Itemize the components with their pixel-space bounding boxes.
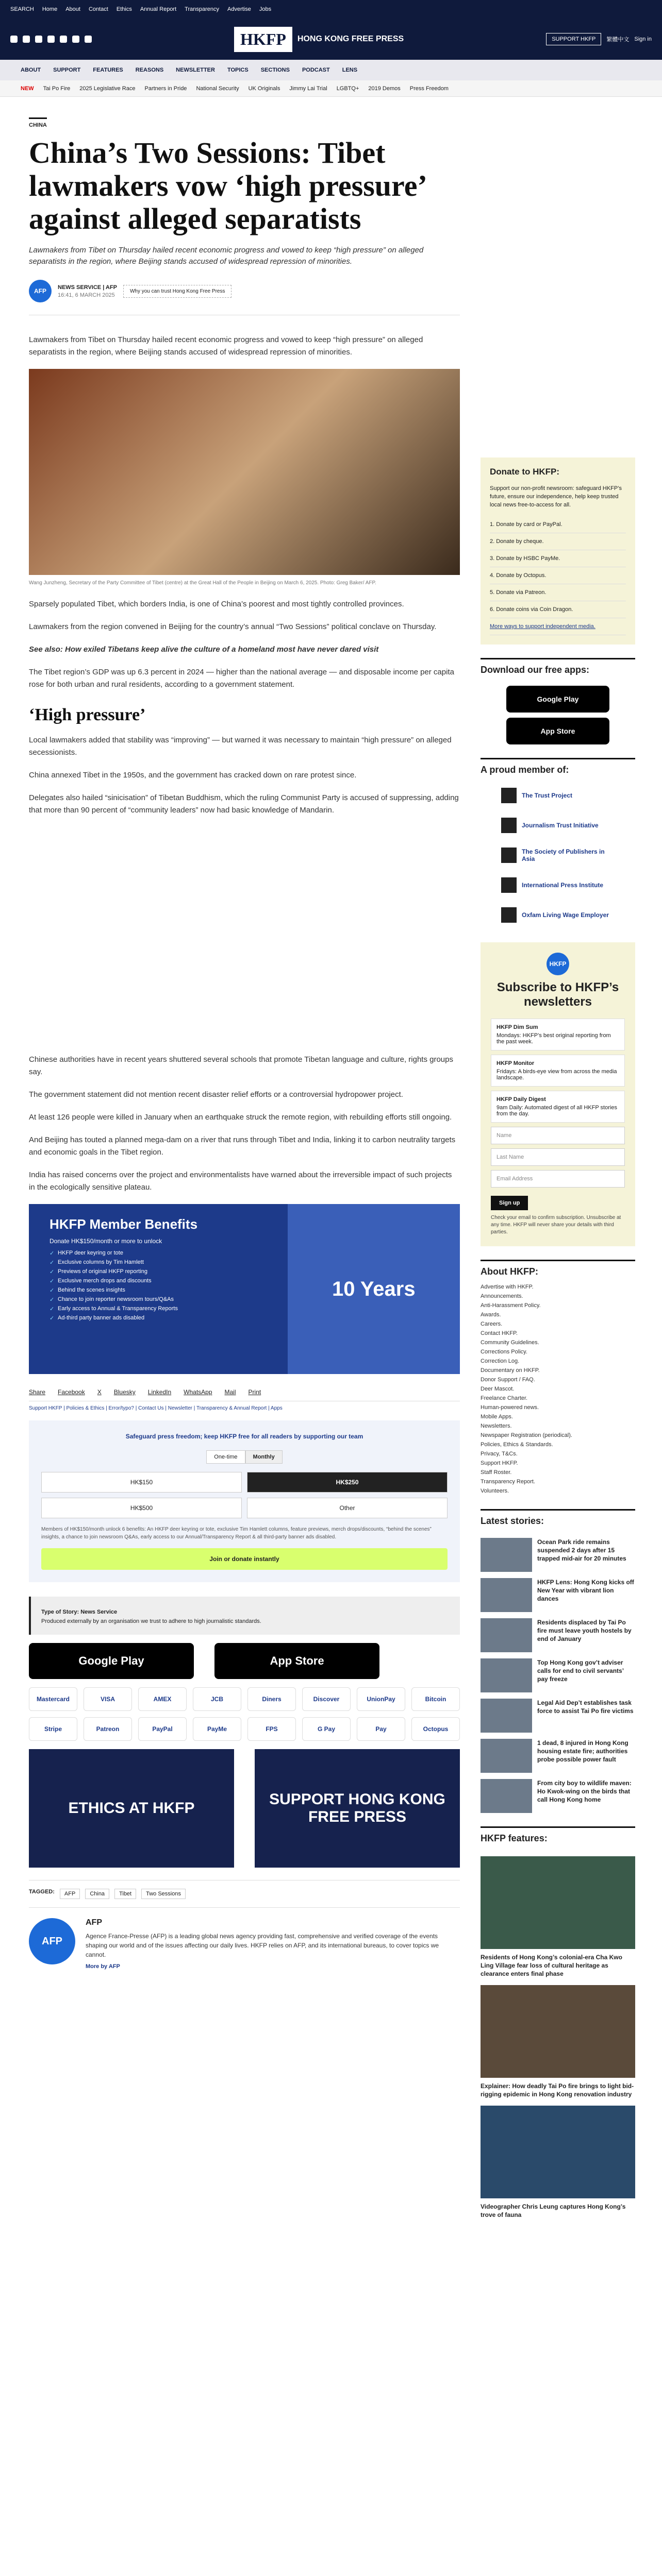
tag[interactable]: AFP xyxy=(60,1889,80,1899)
benefit-item: ✓ Behind the scenes insights xyxy=(49,1287,267,1293)
threads-icon[interactable] xyxy=(47,36,55,43)
trending-link[interactable]: LGBTQ+ xyxy=(336,85,359,92)
nav-lens[interactable]: LENS xyxy=(342,67,358,73)
payment-logo[interactable]: Discover xyxy=(302,1687,351,1711)
author-avatar[interactable]: AFP xyxy=(29,280,52,302)
latest-story[interactable] xyxy=(481,1699,635,1733)
donate-option[interactable]: 6. Donate coins via Coin Dragon. xyxy=(490,601,626,618)
paragraph: Delegates also hailed “sinicisation” of Tibetan Buddhism, which the ruling Communist Party is accused of suppressing, adding that more than 90 percent of “community leaders” now had basic knowledge of Mandarin. xyxy=(29,793,459,815)
member-org[interactable] xyxy=(481,900,635,930)
story-title: Legal Aid Dep’t establishes task force to assist Tai Po fire victims xyxy=(537,1699,634,1715)
org-logo-icon xyxy=(501,877,517,893)
name-field[interactable]: Name xyxy=(491,1127,625,1144)
nav-support[interactable]: SUPPORT xyxy=(53,67,81,73)
org-name: The Society of Publishers in Asia xyxy=(522,848,605,862)
org-logo-icon xyxy=(501,788,517,803)
donate-option[interactable]: 5. Donate via Patreon. xyxy=(490,584,626,601)
donation-title: Safeguard press freedom; keep HKFP free for all readers by supporting our team xyxy=(125,1433,363,1440)
paragraph: Sparsely populated Tibet, which borders India, is one of China’s poorest and most tightly controlled provinces. xyxy=(29,600,404,608)
paragraph: Lawmakers from Tibet on Thursday hailed recent economic progress and vowed to keep “high pressure” on alleged separatists in the region, where Beijing stands accused of widespread repression of minorities. xyxy=(29,335,423,357)
sign-up-button[interactable]: Sign up xyxy=(491,1196,528,1210)
google-play-badge[interactable]: Google Play xyxy=(29,1643,194,1679)
tab-one-time[interactable]: One-time xyxy=(206,1450,245,1464)
home-link[interactable]: Home xyxy=(42,6,58,12)
nav-about[interactable]: ABOUT xyxy=(21,67,41,73)
about-link[interactable]: Announcements. xyxy=(481,1293,523,1299)
donate-button[interactable]: Join or donate instantly xyxy=(41,1548,448,1570)
share-print[interactable]: Print xyxy=(248,1388,261,1396)
newsletter-name: HKFP Dim Sum xyxy=(496,1024,538,1030)
share-linkedin[interactable]: LinkedIn xyxy=(147,1388,172,1396)
feature-story[interactable] xyxy=(481,2106,635,2219)
tags-label: TAGGED: xyxy=(29,1889,55,1895)
donate-box-title: Donate to HKFP: xyxy=(490,467,560,477)
social-icons xyxy=(10,36,92,43)
share-bluesky[interactable]: Bluesky xyxy=(113,1388,136,1396)
member-heading: A proud member of: xyxy=(481,758,635,781)
deer-mascot-badge: 10 Years xyxy=(288,1204,460,1374)
share-whatsapp[interactable]: WhatsApp xyxy=(184,1388,212,1396)
latest-story[interactable] xyxy=(481,1658,635,1692)
payment-logo[interactable]: G Pay xyxy=(302,1717,351,1741)
feature-title: Videographer Chris Leung captures Hong Kong’s trove of fauna xyxy=(481,2203,626,2218)
about-link[interactable]: Donor Support / FAQ. xyxy=(481,1377,535,1383)
newsletter-signup xyxy=(481,942,635,1246)
donate-box xyxy=(481,457,635,645)
nav-topics[interactable]: TOPICS xyxy=(227,67,249,73)
benefit-item: ✓ Previews of original HKFP reporting xyxy=(49,1268,267,1275)
article-photo xyxy=(29,369,460,575)
article-title: China’s Two Sessions: Tibet lawmakers vow ‘high pressure’ against alleged separatists xyxy=(29,136,425,235)
payment-logo[interactable]: Octopus xyxy=(411,1717,460,1741)
about-link[interactable]: Newsletters. xyxy=(481,1423,512,1429)
share-label: Share xyxy=(29,1388,46,1396)
payment-logo[interactable]: Diners xyxy=(247,1687,296,1711)
hkfp-badge-icon: HKFP xyxy=(547,953,569,975)
story-thumbnail xyxy=(481,1699,532,1733)
benefit-item: ✓ Exclusive columns by Tim Hamlett xyxy=(49,1259,267,1265)
last-name-field[interactable]: Last Name xyxy=(491,1148,625,1166)
top-utility-bar xyxy=(0,0,662,19)
newsletter-desc: 9am Daily: Automated digest of all HKFP stories from the day. xyxy=(496,1105,617,1117)
content-wrapper xyxy=(0,97,662,2226)
member-org[interactable] xyxy=(481,840,635,870)
donation-widget xyxy=(29,1420,460,1582)
payment-logo[interactable]: PayMe xyxy=(193,1717,241,1741)
about-link[interactable]: Anti-Harassment Policy. xyxy=(481,1302,541,1309)
story-title: Residents displaced by Tai Po fire must leave youth hostels by end of January xyxy=(537,1619,632,1642)
newsletter-desc: Mondays: HKFP’s best original reporting from the past week. xyxy=(496,1032,611,1045)
about-link[interactable]: Corrections Policy. xyxy=(481,1349,527,1355)
about-link[interactable]: Documentary on HKFP. xyxy=(481,1367,540,1374)
benefits-sub: Donate HK$150/month or more to unlock xyxy=(49,1238,162,1245)
about-link[interactable]: Awards. xyxy=(481,1312,501,1318)
story-thumbnail xyxy=(481,1578,532,1612)
about-link[interactable]: Support HKFP. xyxy=(481,1460,518,1466)
facebook-icon[interactable] xyxy=(10,36,18,43)
donation-note: Members of HK$150/month unlock 6 benefits: An HKFP deer keyring or tote, exclusive Tim Hamlett columns, feature previews, merch drops/discounts, “behind the scenes” insights, a chance to join newsroom Q&As, early access to our Annual/Transparency Report & all third-party banner ads disabled. xyxy=(41,1527,432,1540)
about-link[interactable]: Policies, Ethics & Standards. xyxy=(481,1442,553,1448)
newsletter-option[interactable] xyxy=(491,1091,625,1123)
email-icon[interactable] xyxy=(72,36,79,43)
benefits-list xyxy=(29,1204,288,1374)
app-badges xyxy=(29,1643,460,1679)
site-logo[interactable] xyxy=(234,27,404,52)
paragraph: The Tibet region’s GDP was up 6.3 percent in 2024 — higher than the national average — and disposable income per capita rose for both urban and rural residents, according to a government statement. xyxy=(29,668,454,689)
share-x[interactable]: X xyxy=(97,1388,102,1396)
about-link[interactable]: About xyxy=(65,6,80,12)
email-field[interactable]: Email Address xyxy=(491,1170,625,1188)
about-link[interactable]: Deer Mascot. xyxy=(481,1386,515,1392)
about-link[interactable]: Privacy, T&Cs. xyxy=(481,1451,518,1457)
about-link[interactable]: Mobile Apps. xyxy=(481,1414,513,1420)
payment-logo[interactable]: Stripe xyxy=(29,1717,77,1741)
promo-banners xyxy=(29,1749,460,1868)
org-logo-icon xyxy=(501,907,517,923)
advertise-link[interactable]: Advertise xyxy=(227,6,251,12)
feature-story[interactable] xyxy=(481,1856,635,1978)
more-by-author-link[interactable]: More by AFP xyxy=(86,1963,120,1970)
feature-title: Explainer: How deadly Tai Po fire brings to light bid-rigging epidemic in Hong Kong renovation industry xyxy=(481,2082,634,2098)
amount-option[interactable]: HK$500 xyxy=(41,1498,242,1518)
article-dek: Lawmakers from Tibet on Thursday hailed recent economic progress and vowed to keep “high pressure” on alleged separatists in the region, where Beijing stands accused of widespread repression of minorities. xyxy=(29,246,424,266)
newsletter-note: Check your email to confirm subscription. Unsubscribe at any time. HKFP will never share your details with third parties. xyxy=(491,1215,621,1235)
x-icon[interactable] xyxy=(23,36,30,43)
nav-sections[interactable]: SECTIONS xyxy=(260,67,290,73)
benefits-title: HKFP Member Benefits xyxy=(49,1216,198,1232)
ethics-promo[interactable]: ETHICS AT HKFP xyxy=(29,1749,234,1868)
feature-story[interactable] xyxy=(481,1985,635,2098)
see-also-link[interactable]: See also: How exiled Tibetans keep alive the culture of a homeland most have never dared visit xyxy=(29,645,379,654)
sidebar-google-play[interactable]: Google Play xyxy=(506,686,609,713)
author-bio: Agence France-Presse (AFP) is a leading global news agency providing fast, comprehensive and verified coverage of the events shaping our world and of the issues affecting our daily lives. HKFP relies on AFP, and its international bureaus, to cover topics we cannot. xyxy=(86,1933,439,1958)
member-org[interactable] xyxy=(481,781,635,810)
sidebar xyxy=(481,97,635,2226)
donation-amounts xyxy=(41,1472,448,1518)
story-type-title: Type of Story: News Service xyxy=(41,1609,118,1615)
advertisement-space xyxy=(29,827,460,1054)
newsletter-title: Subscribe to HKFP’s newsletters xyxy=(496,980,619,1009)
story-title: 1 dead, 8 injured in Hong Kong housing estate fire; authorities probe possible power fault xyxy=(537,1739,628,1763)
contact-link[interactable]: Contact xyxy=(88,6,108,12)
org-name: Oxfam Living Wage Employer xyxy=(522,911,609,919)
trending-link[interactable]: Press Freedom xyxy=(409,85,449,92)
photo-caption: Wang Junzheng, Secretary of the Party Committee of Tibet (centre) at the Great Hall of the People in Beijing on March 6, 2025. Photo: Greg Baker/ AFP. xyxy=(29,580,376,586)
payment-logo[interactable]: AMEX xyxy=(138,1687,187,1711)
annual-report-link[interactable]: Annual Report xyxy=(140,6,177,12)
author-box-avatar[interactable]: AFP xyxy=(29,1918,75,1964)
org-name: Journalism Trust Initiative xyxy=(522,822,599,829)
benefit-item: ✓ Exclusive merch drops and discounts xyxy=(49,1278,267,1284)
paragraph: And Beijing has touted a planned mega-dam on a river that runs through Tibet and India, linking it to carbon neutrality targets and economic goals in the Tibet region. xyxy=(29,1136,456,1157)
donate-option[interactable]: 4. Donate by Octopus. xyxy=(490,567,626,584)
trending-link[interactable]: Tai Po Fire xyxy=(43,85,71,92)
share-facebook[interactable]: Facebook xyxy=(58,1388,85,1396)
apps-heading: Download our free apps: xyxy=(481,658,635,681)
payment-logo[interactable]: Mastercard xyxy=(29,1687,77,1711)
paragraph: China annexed Tibet in the 1950s, and the government has cracked down on rare protest since. xyxy=(29,771,357,779)
about-link[interactable]: Community Guidelines. xyxy=(481,1340,539,1346)
payment-logo[interactable]: UnionPay xyxy=(357,1687,405,1711)
story-title: HKFP Lens: Hong Kong kicks off New Year with vibrant lion dances xyxy=(537,1579,634,1602)
payment-methods xyxy=(29,1687,460,1741)
paragraph: At least 126 people were killed in January when an earthquake struck the remote region, with rebuilding efforts still ongoing. xyxy=(29,1113,452,1122)
site-header xyxy=(0,19,662,60)
trending-link[interactable]: UK Originals xyxy=(248,85,280,92)
about-link[interactable]: Newspaper Registration (periodical). xyxy=(481,1432,572,1438)
about-link[interactable]: Advertise with HKFP. xyxy=(481,1284,534,1290)
latest-story[interactable] xyxy=(481,1779,635,1813)
benefit-item: ✓ Chance to join reporter newsroom tours/Q&As xyxy=(49,1296,267,1302)
amount-option[interactable]: HK$250 xyxy=(247,1472,448,1493)
about-link[interactable]: Human-powered news. xyxy=(481,1404,539,1411)
logo-mark: HKFP xyxy=(234,27,292,52)
latest-story[interactable] xyxy=(481,1538,635,1572)
tab-monthly[interactable]: Monthly xyxy=(245,1450,283,1464)
feature-title: Residents of Hong Kong’s colonial-era Cha Kwo Ling Village fear loss of cultural heritage as clearance enters final phase xyxy=(481,1954,622,1977)
about-links xyxy=(481,1282,635,1496)
features-heading: HKFP features: xyxy=(481,1826,635,1849)
trending-bar xyxy=(0,80,662,97)
youtube-icon[interactable] xyxy=(60,36,67,43)
benefit-item: ✓ Ad-third party banner ads disabled xyxy=(49,1315,267,1321)
newsletter-option[interactable] xyxy=(491,1019,625,1050)
about-link[interactable]: Volunteers. xyxy=(481,1488,509,1494)
donate-option[interactable]: 1. Donate by card or PayPal. xyxy=(490,516,626,533)
latest-story[interactable] xyxy=(481,1618,635,1652)
org-name: The Trust Project xyxy=(522,792,573,799)
share-mail[interactable]: Mail xyxy=(224,1388,236,1396)
paragraph: Lawmakers from the region convened in Beijing for the country’s annual “Two Sessions” political conclave on Thursday. xyxy=(29,622,437,631)
author-box-name[interactable]: AFP xyxy=(86,1918,102,1927)
story-type-box xyxy=(29,1597,460,1635)
newsletter-option[interactable] xyxy=(491,1055,625,1087)
sidebar-app-store[interactable]: App Store xyxy=(506,718,609,744)
paragraph: Chinese authorities have in recent years shuttered several schools that promote Tibetan language and culture, rights groups say. xyxy=(29,1055,453,1076)
instagram-icon[interactable] xyxy=(35,36,42,43)
donate-box-text[interactable]: Support our non-profit newsroom: safeguard HKFP’s future, ensure our independence, help keep trusted local news free-to-access for all. xyxy=(490,485,622,508)
story-thumbnail xyxy=(481,1779,532,1813)
story-thumbnail xyxy=(481,1538,532,1572)
about-link[interactable]: Staff Roster. xyxy=(481,1469,512,1476)
article-column xyxy=(29,97,460,2226)
author-name[interactable]: NEWS SERVICE | AFP xyxy=(58,284,117,291)
article-footer-links[interactable]: Support HKFP | Policies & Ethics | Error/typo? | Contact Us | Newsletter | Transparency & Annual Report | Apps xyxy=(29,1405,283,1411)
tag[interactable]: Two Sessions xyxy=(141,1889,186,1899)
support-hkfp-button[interactable]: SUPPORT HKFP xyxy=(546,33,601,45)
nav-reasons[interactable]: REASONS xyxy=(135,67,164,73)
about-link[interactable]: Contact HKFP. xyxy=(481,1330,518,1336)
payment-logo[interactable]: Pay xyxy=(357,1717,405,1741)
main-nav xyxy=(0,60,662,80)
latest-heading: Latest stories: xyxy=(481,1509,635,1532)
benefit-item: ✓ HKFP deer keyring or tote xyxy=(49,1250,267,1256)
donate-option[interactable]: 2. Donate by cheque. xyxy=(490,533,626,550)
publish-date: 16:41, 6 MARCH 2025 xyxy=(58,292,115,298)
payment-logo[interactable]: FPS xyxy=(247,1717,296,1741)
bluesky-icon[interactable] xyxy=(85,36,92,43)
story-title: From city boy to wildlife maven: Ho Kwok-wing on the birds that call Hong Kong home xyxy=(537,1780,632,1803)
byline xyxy=(29,280,460,302)
amount-option[interactable]: HK$150 xyxy=(41,1472,242,1493)
section-heading: ‘High pressure’ xyxy=(29,705,146,724)
article-body xyxy=(29,315,460,1194)
paragraph: The government statement did not mention recent disaster relief efforts or a controversial hydropower project. xyxy=(29,1090,403,1099)
nav-newsletter[interactable]: NEWSLETTER xyxy=(176,67,215,73)
trending-link[interactable]: Partners in Pride xyxy=(144,85,187,92)
member-org[interactable] xyxy=(481,870,635,900)
article-category[interactable]: CHINA xyxy=(29,117,47,128)
paragraph: Local lawmakers added that stability was “improving” — but warned it was necessary to maintain “high pressure” on alleged secessionists. xyxy=(29,736,452,757)
story-title: Ocean Park ride remains suspended 2 days after 15 trapped mid-air for 20 minutes xyxy=(537,1538,626,1562)
tag[interactable]: Tibet xyxy=(114,1889,136,1899)
header-actions xyxy=(546,33,652,45)
latest-story[interactable] xyxy=(481,1578,635,1612)
ethics-link[interactable]: Ethics xyxy=(116,6,132,12)
payment-logo[interactable]: JCB xyxy=(193,1687,241,1711)
story-thumbnail xyxy=(481,1658,532,1692)
amount-option[interactable]: Other xyxy=(247,1498,448,1518)
donation-frequency-tabs xyxy=(41,1450,448,1464)
trust-link[interactable]: Why you can trust Hong Kong Free Press xyxy=(123,285,232,298)
payment-logo[interactable]: VISA xyxy=(84,1687,132,1711)
nav-features[interactable]: FEATURES xyxy=(93,67,123,73)
org-name: International Press Institute xyxy=(522,882,604,889)
more-ways-link[interactable]: More ways to support independent media. xyxy=(490,618,626,635)
about-link[interactable]: Correction Log. xyxy=(481,1358,520,1364)
paragraph: India has raised concerns over the project and environmentalists have warned about the irreversible impact of such projects in the ecologically sensitive plateau. xyxy=(29,1171,452,1192)
language-link[interactable]: 繁體中文 xyxy=(606,37,630,43)
payment-logo[interactable]: PayPal xyxy=(138,1717,187,1741)
app-store-badge[interactable]: App Store xyxy=(214,1643,379,1679)
feature-image xyxy=(481,2106,635,2198)
story-thumbnail xyxy=(481,1739,532,1773)
story-title: Top Hong Kong gov’t adviser calls for end to civil servants’ pay freeze xyxy=(537,1659,624,1683)
logo-text: HONG KONG FREE PRESS xyxy=(297,35,404,43)
trending-link[interactable]: National Security xyxy=(196,85,239,92)
tag-list xyxy=(29,1880,460,1907)
trending-link[interactable]: Jimmy Lai Trial xyxy=(289,85,327,92)
payment-logo[interactable]: Patreon xyxy=(84,1717,132,1741)
trending-link[interactable]: 2025 Legislative Race xyxy=(79,85,136,92)
sign-in-link[interactable]: Sign in xyxy=(634,36,652,42)
org-logo-icon xyxy=(501,818,517,833)
about-link[interactable]: Freelance Charter. xyxy=(481,1395,528,1401)
newsletter-desc: Fridays: A birds-eye view from across the media landscape. xyxy=(496,1069,617,1081)
newsletter-name: HKFP Daily Digest xyxy=(496,1096,546,1103)
share-bar xyxy=(29,1383,460,1401)
story-thumbnail xyxy=(481,1618,532,1652)
author-box xyxy=(29,1907,460,1990)
transparency-link[interactable]: Transparency xyxy=(185,6,219,12)
about-link[interactable]: Careers. xyxy=(481,1321,503,1327)
about-heading: About HKFP: xyxy=(481,1260,635,1282)
search-link[interactable]: SEARCH xyxy=(10,6,34,12)
jobs-link[interactable]: Jobs xyxy=(259,6,272,12)
about-link[interactable]: Transparency Report. xyxy=(481,1479,535,1485)
story-type-desc: Produced externally by an organisation we trust to adhere to high journalistic standards. xyxy=(41,1618,261,1624)
org-logo-icon xyxy=(501,848,517,863)
feature-image xyxy=(481,1985,635,2078)
trending-link[interactable]: 2019 Demos xyxy=(368,85,401,92)
nav-podcast[interactable]: PODCAST xyxy=(302,67,330,73)
byline-text xyxy=(58,284,117,298)
new-label: NEW xyxy=(21,85,34,92)
donate-option[interactable]: 3. Donate by HSBC PayMe. xyxy=(490,550,626,567)
payment-logo[interactable]: Bitcoin xyxy=(411,1687,460,1711)
benefit-item: ✓ Early access to Annual & Transparency Reports xyxy=(49,1306,267,1312)
support-promo[interactable]: SUPPORT HONG KONG FREE PRESS xyxy=(255,1749,460,1868)
newsletter-name: HKFP Monitor xyxy=(496,1060,535,1066)
latest-story[interactable] xyxy=(481,1739,635,1773)
tag[interactable]: China xyxy=(85,1889,109,1899)
member-benefits-banner[interactable] xyxy=(29,1204,460,1374)
feature-image xyxy=(481,1856,635,1949)
member-org[interactable] xyxy=(481,810,635,840)
